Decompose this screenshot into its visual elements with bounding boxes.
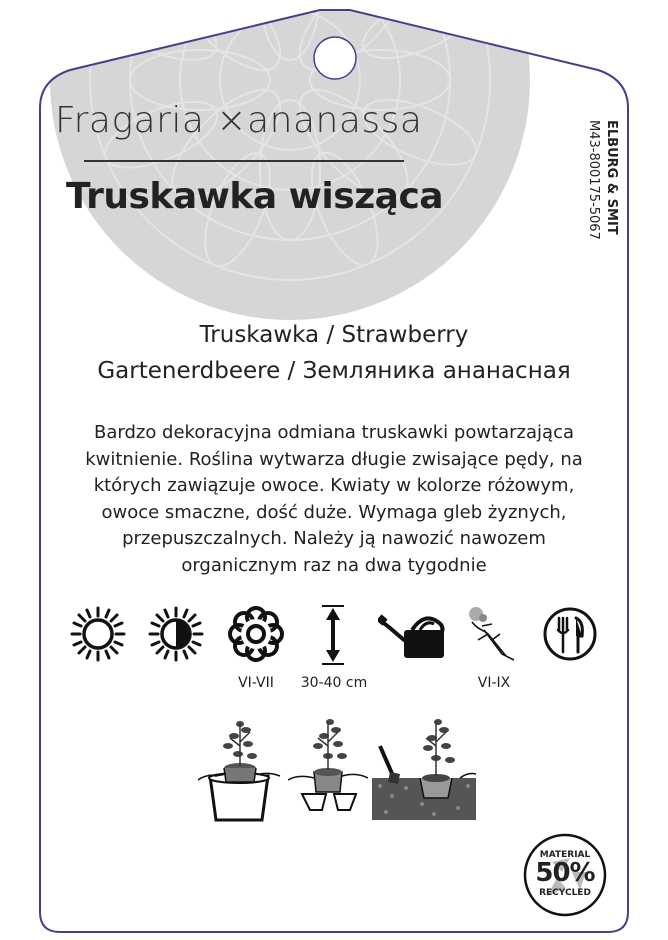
names-line-1: Truskawka / Strawberry — [199, 322, 469, 348]
names-line-2: Gartenerdbeere / Земляника ананасная — [97, 358, 571, 384]
brand-name: ELBURG & SMIT — [604, 120, 619, 235]
full-sun-icon — [70, 606, 126, 662]
common-name: Truskawka wisząca — [66, 176, 444, 217]
harvest-period: VI-IX — [477, 675, 511, 691]
partial-sun-icon — [148, 606, 204, 662]
description-line: organicznym raz na dwa tygodnie — [181, 554, 487, 576]
edible-icon — [542, 606, 598, 662]
plant-height: 30-40 cm — [300, 675, 368, 691]
description-line: przepuszczalnych. Należy ją nawozić nawozem — [122, 528, 546, 549]
brand-block — [580, 120, 620, 320]
banner-shape — [28, 0, 552, 342]
watering-can-icon — [378, 612, 448, 660]
latin-name: Fragaria ×ananassa — [55, 100, 423, 141]
height-icon — [318, 604, 348, 666]
planting-step-1-icon — [196, 716, 282, 824]
recycled-bottom-text: RECYCLED — [539, 888, 591, 898]
product-code: M43-800175-5067 — [586, 120, 601, 240]
recycled-percent: 50% — [535, 858, 595, 888]
description-line: Bardzo dekoracyjna odmiana truskawki powtarzająca — [93, 422, 574, 443]
description-line: kwitnienie. Roślina wytwarza długie zwisające pędy, na — [85, 448, 583, 470]
description — [62, 420, 606, 579]
flower-icon — [228, 606, 284, 662]
flowering-period: VI-VII — [238, 675, 274, 691]
planting-step-3-icon — [372, 716, 476, 820]
hang-hole — [314, 37, 356, 79]
recycled-top-text: MATERIAL — [539, 850, 591, 860]
description-line: owoce smaczne, dość duże. Wymaga gleb żyznych, — [101, 501, 567, 523]
harvest-hand-icon — [462, 604, 518, 664]
title-divider — [84, 160, 404, 162]
description-line: których zawiązuje owoce. Kwiaty w kolorze różowym, — [93, 475, 575, 496]
planting-step-2-icon — [288, 716, 368, 816]
